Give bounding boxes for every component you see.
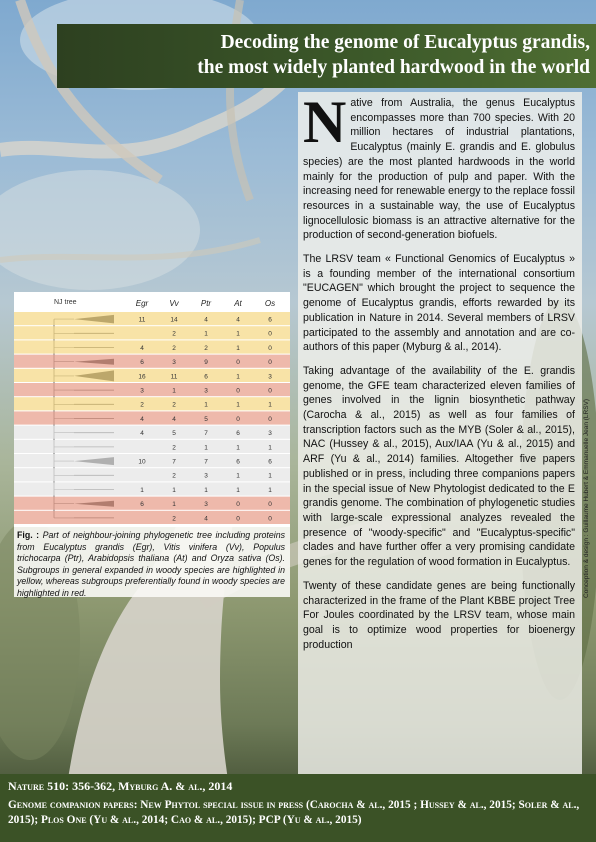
design-credit: Conception & design : Guillaume Hubert & Emmanuelle Jean (LRSV) [583,398,590,598]
title-line-2: the most widely planted hardwood in the world [197,57,590,78]
count-cell: 1 [204,330,208,338]
count-cell: 0 [268,515,272,523]
caption-label: Fig. : [17,530,40,540]
column-header: Os [264,299,276,308]
count-cell: 6 [204,373,208,381]
column-header: Egr [135,299,149,308]
count-cell: 4 [204,316,208,324]
count-cell: 0 [268,501,272,509]
phylogenetic-tree-figure [14,292,290,527]
row-band [14,312,290,325]
count-cell: 5 [204,415,208,423]
count-cell: 5 [172,430,176,438]
count-cell: 6 [268,458,272,466]
count-cell: 3 [204,501,208,509]
count-cell: 1 [236,444,240,452]
column-header: Ptr [200,299,212,308]
count-cell: 2 [140,401,144,409]
count-cell: 10 [138,458,146,466]
row-band [14,426,290,439]
count-cell: 0 [236,387,240,395]
count-cell: 4 [236,316,240,324]
count-cell: 3 [268,430,272,438]
paragraph-1-text: ative from Australia, the genus Eucalyptus encompasses more than 700 species. With 20 million hectares of industrial plantations, Eucalyptus (mainly E. grandis and E. globulus species) are the most planted hardwoods in the world mainly for the production of pulp and paper. With the increasing need for renewable energy to the replace fossil resources in a sustainable way, the use of Eucalyptus lignocellulosic biomass is an attractive alternative for the production of second-generation biofuels. [303,97,575,242]
row-band [14,454,290,467]
count-cell: 4 [140,430,144,438]
count-cell: 1 [236,486,240,494]
row-band [14,355,290,368]
row-bands [14,312,290,524]
count-cell: 1 [172,501,176,509]
footer-companion-papers: Genome companion papers: New Phytol special issue in press (Carocha & al., 2015 ; Hussey & al., 2015; Soler & al., 2015); Plos One (Yu & al., 2014; Cao & al., 2015); PCP (Yu & al., 2015) [8,799,580,826]
count-cell: 7 [204,430,208,438]
count-cell: 1 [140,486,144,494]
count-cell: 0 [268,344,272,352]
count-cell: 0 [236,501,240,509]
count-cell: 6 [236,458,240,466]
count-cell: 1 [236,344,240,352]
tree-label: NJ tree [54,299,77,306]
count-cell: 6 [268,316,272,324]
count-cell: 1 [236,330,240,338]
count-cell: 1 [268,486,272,494]
title-line-1: Decoding the genome of Eucalyptus grandis, [220,32,590,53]
count-cell: 9 [204,359,208,367]
count-cell: 16 [138,373,146,381]
count-cell: 4 [204,515,208,523]
count-cell: 2 [172,444,176,452]
count-cell: 1 [236,373,240,381]
row-band [14,482,290,495]
count-cell: 7 [204,458,208,466]
count-cell: 1 [172,486,176,494]
count-cell: 1 [204,444,208,452]
row-band [14,468,290,481]
paragraph-4: Twenty of these candidate genes are being functionally characterized in the frame of the Plant KBBE project Tree For Joules coordinated by the LRSV team, whose main goal is to optimize wood properties for bioenergy production [303,579,575,651]
count-cell: 0 [268,330,272,338]
count-cell: 3 [268,373,272,381]
count-cell: 4 [140,344,144,352]
count-cell: 4 [140,415,144,423]
count-cell: 14 [170,316,178,324]
count-cell: 3 [204,387,208,395]
row-band [14,369,290,382]
count-cell: 2 [204,344,208,352]
row-band [14,326,290,339]
count-cell: 6 [236,430,240,438]
count-cell: 0 [236,359,240,367]
count-cell: 4 [172,415,176,423]
count-cell: 0 [268,359,272,367]
count-cell: 2 [172,330,176,338]
row-band [14,397,290,410]
count-cell: 1 [236,401,240,409]
row-band [14,511,290,524]
count-cell: 1 [236,472,240,480]
paragraph-1 [303,89,575,243]
count-cell: 3 [204,472,208,480]
count-cell: 1 [204,486,208,494]
count-cell: 7 [172,458,176,466]
count-cell: 1 [204,401,208,409]
paragraph-2: The LRSV team « Functional Genomics of Eucalyptus » is a founding member of the international consortium "EUCAGEN" which brought the project to sequence the genome of Eucalyptus grandis, efforts rewarded by its publication in Nature in 2014. Several members of LRSV participated to the assembly and annotation and are co-authors of this paper (Myburg & al., 2014). [303,253,575,354]
row-band [14,497,290,510]
count-cell: 6 [140,501,144,509]
count-cell: 1 [268,444,272,452]
column-header: Vv [169,299,179,308]
footer-reference: Nature 510: 356-362, Myburg A. & al., 2014 [8,779,233,793]
count-cell: 3 [172,359,176,367]
count-cell: 11 [138,316,146,324]
row-band [14,411,290,424]
column-headers [136,299,275,308]
page-title [60,30,590,80]
caption-text: Part of neighbour-joining phylogenetic tree including proteins from Eucalyptus grandis (Egr), Vitis vinifera (Vv), Populus trichocarpa (Ptr), Arabidopsis thaliana (At) and Oryza sativa (Os). Subgroups in general expanded in woody species are highlighted in yellow, whereas subgroups preferentially found in woody species are highlighted in red. [17,530,285,598]
row-band [14,340,290,353]
count-cell: 0 [268,415,272,423]
paragraph-3: Taking advantage of the availability of the E. grandis genome, the GFE team characterized eleven families of genes involved in the lignin biosynthetic pathway (Carocha & al., 2015) as well as four families of transcription factors such as the MYB (Soler & al., 2015), NAC (Hussey & al., 2015), Aux/IAA (Yu & al., 2015) and ARF (Yu & al., 2014) families. Altogether five papers published or in press, including three companions papers in the special issue of New Phytologist dedicated to the E grandis genome. The combination of phylogenetic studies with large-scale expressional analyzes revealed the presence of "woody-specific" and "Eucalyptus-specific" clades and have further offer a very promising candidate genes for the regulation of wood formation in Eucalyptus. [303,364,575,569]
count-cell: 2 [172,344,176,352]
count-cell: 0 [268,387,272,395]
row-band [14,383,290,396]
row-band [14,440,290,453]
count-cell: 2 [172,515,176,523]
count-cell: 0 [236,415,240,423]
figure-caption [17,530,285,600]
count-cell: 2 [172,472,176,480]
article-body [303,89,575,661]
phylogenetic-figure [14,292,290,527]
count-cell: 0 [236,515,240,523]
count-cell: 1 [268,401,272,409]
column-header: At [234,299,242,308]
count-cell: 6 [140,359,144,367]
count-cell: 1 [268,472,272,480]
count-cell: 1 [172,387,176,395]
drop-cap: N [303,89,347,155]
count-cell: 2 [172,401,176,409]
count-cell: 11 [170,373,178,381]
count-cell: 3 [140,387,144,395]
